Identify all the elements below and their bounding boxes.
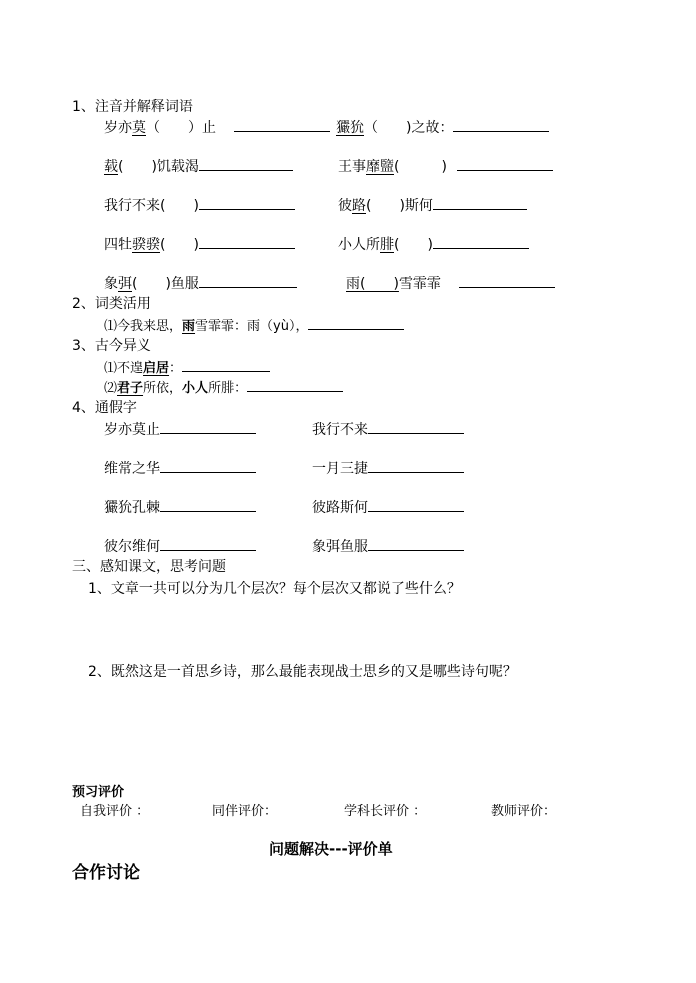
term-paren: ( ) <box>394 237 433 253</box>
term-underlined: 路 <box>352 198 366 214</box>
tongjia-item <box>104 421 256 439</box>
term-underlined: 腓 <box>380 237 394 253</box>
answer-blank[interactable] <box>160 538 256 551</box>
answer-blank[interactable] <box>199 197 295 210</box>
tongjia-item <box>312 499 464 517</box>
term-paren: ( ) <box>160 198 199 214</box>
term-underlined: 骙骙 <box>132 237 160 253</box>
section-3-item-1: ⑴不遑启居： <box>104 359 270 378</box>
item-text: 所腓： <box>208 381 248 396</box>
item-bold: 君子 <box>117 381 144 396</box>
section-3-item-2 <box>104 379 343 398</box>
tongjia-item <box>312 421 464 439</box>
answer-blank[interactable] <box>433 197 527 210</box>
answer-blank[interactable] <box>160 499 256 512</box>
item-text: 岁亦莫止 <box>104 422 160 438</box>
term-text: 象 <box>104 276 118 292</box>
answer-blank[interactable] <box>368 499 464 512</box>
item-text: ⑴不遑 <box>104 361 144 376</box>
footer-subtitle: 合作讨论 <box>72 863 140 883</box>
term-paren: ( )饥载渴 <box>118 159 199 175</box>
term-underlined: 靡盬 <box>366 159 394 175</box>
item-text: ⑵ <box>104 381 118 396</box>
tongjia-item <box>104 460 256 478</box>
answer-blank[interactable] <box>247 379 343 392</box>
row-4-left <box>104 236 295 254</box>
section-4-heading: 4、通假字 <box>72 400 137 416</box>
term-text: 王事 <box>338 159 366 175</box>
row-2-right <box>338 158 553 176</box>
row-5-left <box>104 275 297 293</box>
item-text: 彼尔维何 <box>104 539 160 555</box>
row-3-left <box>104 197 295 215</box>
row-1-right <box>336 119 549 137</box>
section-1-heading: 1、注音并解释词语 <box>72 99 193 115</box>
answer-blank[interactable] <box>182 359 270 372</box>
term-underlined: 玁狁 <box>336 120 364 136</box>
answer-blank[interactable] <box>199 275 297 288</box>
term-underlined: 莫 <box>132 120 146 136</box>
section-3-cn-heading: 三、感知课文，思考问题 <box>72 559 226 575</box>
question-2: 2、既然这是一首思乡诗，那么最能表现战士思乡的又是哪些诗句呢？ <box>88 664 517 680</box>
question-1: 1、文章一共可以分为几个层次？每个层次又都说了些什么？ <box>88 581 461 597</box>
answer-blank[interactable] <box>160 421 256 434</box>
term-paren: ( )斯何 <box>366 198 433 214</box>
term-paren: ( ) <box>394 159 447 175</box>
item-text: 一月三捷 <box>312 461 368 477</box>
eval-self: 自我评价 ： <box>80 804 150 819</box>
row-2-left <box>104 158 293 176</box>
eval-title: 预习评价 <box>72 785 125 800</box>
tongjia-item <box>104 499 256 517</box>
term-text: 我行不来 <box>104 198 160 214</box>
row-1-left <box>104 119 330 137</box>
item-text: 所依， <box>143 381 183 396</box>
term-paren: （ ）止 <box>146 120 216 136</box>
section-3-heading: 3、古今异义 <box>72 338 151 354</box>
answer-blank[interactable] <box>457 158 553 171</box>
term-paren: （ )之故： <box>364 120 454 136</box>
section-2-heading: 2、词类活用 <box>72 296 151 312</box>
item-bold: 雨 <box>182 319 196 334</box>
item-text: 玁狁孔棘 <box>104 500 160 516</box>
answer-blank[interactable] <box>160 460 256 473</box>
answer-blank[interactable] <box>433 236 529 249</box>
answer-blank[interactable] <box>199 236 295 249</box>
term-underlined: 载 <box>104 159 118 175</box>
term-underlined: 雨 <box>346 276 360 292</box>
tongjia-item <box>312 460 464 478</box>
item-bold: 启居 <box>143 361 170 376</box>
answer-blank[interactable] <box>199 158 293 171</box>
item-text: 我行不来 <box>312 422 368 438</box>
item-text: 彼路斯何 <box>312 500 368 516</box>
answer-blank[interactable] <box>368 421 464 434</box>
answer-blank[interactable] <box>453 119 549 132</box>
answer-blank[interactable] <box>308 317 404 330</box>
item-text: 象弭鱼服 <box>312 539 368 555</box>
term-text: 彼 <box>338 198 352 214</box>
tongjia-item <box>104 538 256 556</box>
answer-blank[interactable] <box>368 460 464 473</box>
term-paren: ( )鱼服 <box>132 276 199 292</box>
item-text: 雪霏霏：雨（yù）， <box>195 319 309 334</box>
eval-teacher: 教师评价： <box>491 804 557 819</box>
tongjia-item <box>312 538 464 556</box>
term-text: 四牡 <box>104 237 132 253</box>
term-text: 小人所 <box>338 237 380 253</box>
item-text: 维常之华 <box>104 461 160 477</box>
term-text: 岁亦 <box>104 120 132 136</box>
term-paren: ( ) <box>160 237 199 253</box>
footer-title: 问题解决---评价单 <box>269 840 393 858</box>
term-paren: ( ) <box>360 276 399 292</box>
row-5-right <box>346 275 555 293</box>
term-underlined: 弭 <box>118 276 132 292</box>
answer-blank[interactable] <box>368 538 464 551</box>
answer-blank[interactable] <box>234 119 330 132</box>
eval-leader: 学科长评价 ： <box>344 804 427 819</box>
row-3-right <box>338 197 527 215</box>
row-4-right <box>338 236 529 254</box>
answer-blank[interactable] <box>459 275 555 288</box>
section-2-item <box>104 317 404 336</box>
term-text: 雪霏霏 <box>398 276 441 292</box>
item-text: ⑴今我来思， <box>104 319 183 334</box>
eval-peer: 同伴评价： <box>212 804 278 819</box>
item-bold: 小人 <box>182 381 209 396</box>
